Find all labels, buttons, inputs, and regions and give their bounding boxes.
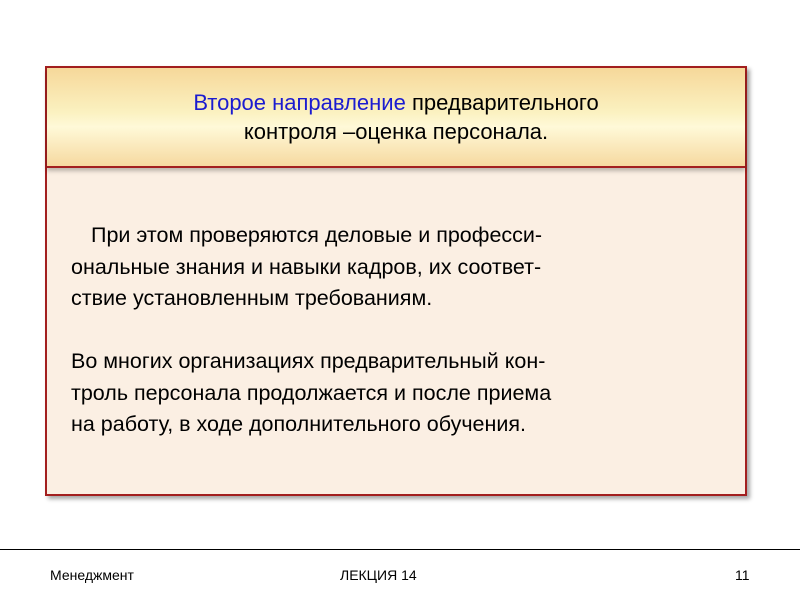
body-line: ональные знания и навыки кадров, их соответ- [71,254,542,279]
body-text [71,220,731,441]
body-paragraph-2 [71,346,731,441]
body-line: на работу, в ходе дополнительного обучения. [71,412,527,436]
body-line: троль персонала продолжается и после приема [71,380,552,405]
footer-page-number: 11 [735,567,750,583]
footer-divider [0,549,800,550]
body-line: Во многих организациях предварительный кон- [71,349,546,373]
title-line-2: контроля –оценка персонала. [243,119,549,144]
footer-lecture-label: ЛЕКЦИЯ 14 [340,567,417,583]
content-box [45,66,747,496]
title-line-1 [193,88,598,117]
title-accent: Второе направление [193,90,406,115]
body-paragraph-1 [71,220,731,315]
title-rest: предварительного [405,90,599,115]
title-band [47,68,745,168]
footer-course-name: Менеджмент [50,567,134,583]
body-line: ствие установленным требованиям. [71,286,433,310]
body-line: При этом проверяются деловые и професси- [91,223,543,247]
